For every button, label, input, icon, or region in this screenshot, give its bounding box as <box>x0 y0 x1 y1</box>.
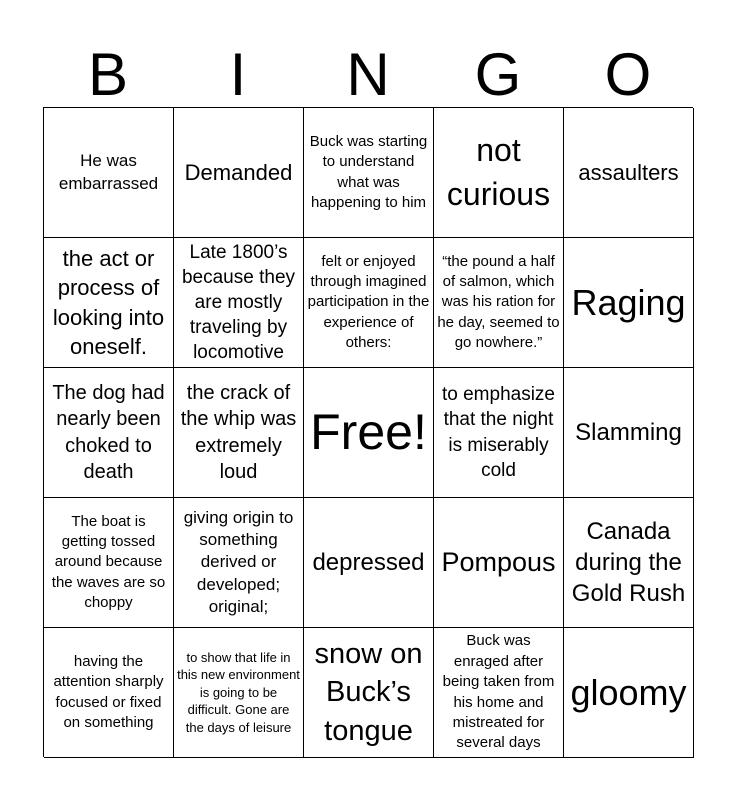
bingo-cell[interactable]: He was embarrassed <box>44 108 174 238</box>
bingo-cell[interactable]: Raging <box>564 238 694 368</box>
bingo-header <box>43 42 693 108</box>
header-letter-o: O <box>604 41 652 108</box>
header-letter-g: G <box>474 41 522 108</box>
header-letter-i: I <box>229 41 247 108</box>
bingo-cell[interactable]: depressed <box>304 498 434 628</box>
bingo-cell[interactable]: felt or enjoyed through imagined participation in the experience of others: <box>304 238 434 368</box>
bingo-cell[interactable]: Late 1800’s because they are mostly traveling by locomotive <box>174 238 304 368</box>
bingo-cell[interactable]: the act or process of looking into oneself. <box>44 238 174 368</box>
bingo-cell[interactable]: Buck was starting to understand what was happening to him <box>304 108 434 238</box>
bingo-board <box>43 107 693 757</box>
header-letter-b: B <box>87 41 129 108</box>
header-letter-n: N <box>346 41 390 108</box>
bingo-cell[interactable]: giving origin to something derived or developed; original; <box>174 498 304 628</box>
bingo-cell[interactable]: assaulters <box>564 108 694 238</box>
bingo-cell[interactable]: snow on Buck’s tongue <box>304 628 434 758</box>
bingo-cell[interactable]: Demanded <box>174 108 304 238</box>
bingo-cell[interactable]: The boat is getting tossed around because the waves are so choppy <box>44 498 174 628</box>
bingo-cell[interactable]: “the pound a half of salmon, which was his ration for he day, seemed to go nowhere.” <box>434 238 564 368</box>
bingo-cell[interactable]: to show that life in this new environment is going to be difficult. Gone are the days of leisure <box>174 628 304 758</box>
bingo-cell[interactable]: Canada during the Gold Rush <box>564 498 694 628</box>
bingo-cell[interactable]: to emphasize that the night is miserably cold <box>434 368 564 498</box>
bingo-cell[interactable]: Slamming <box>564 368 694 498</box>
bingo-cell[interactable]: the crack of the whip was extremely loud <box>174 368 304 498</box>
bingo-cell[interactable]: gloomy <box>564 628 694 758</box>
bingo-cell[interactable]: Buck was enraged after being taken from his home and mistreated for several days <box>434 628 564 758</box>
bingo-cell[interactable]: having the attention sharply focused or fixed on something <box>44 628 174 758</box>
bingo-cell[interactable]: not curious <box>434 108 564 238</box>
bingo-cell[interactable]: Pompous <box>434 498 564 628</box>
bingo-cell[interactable]: The dog had nearly been choked to death <box>44 368 174 498</box>
free-space[interactable]: Free! <box>304 368 434 498</box>
